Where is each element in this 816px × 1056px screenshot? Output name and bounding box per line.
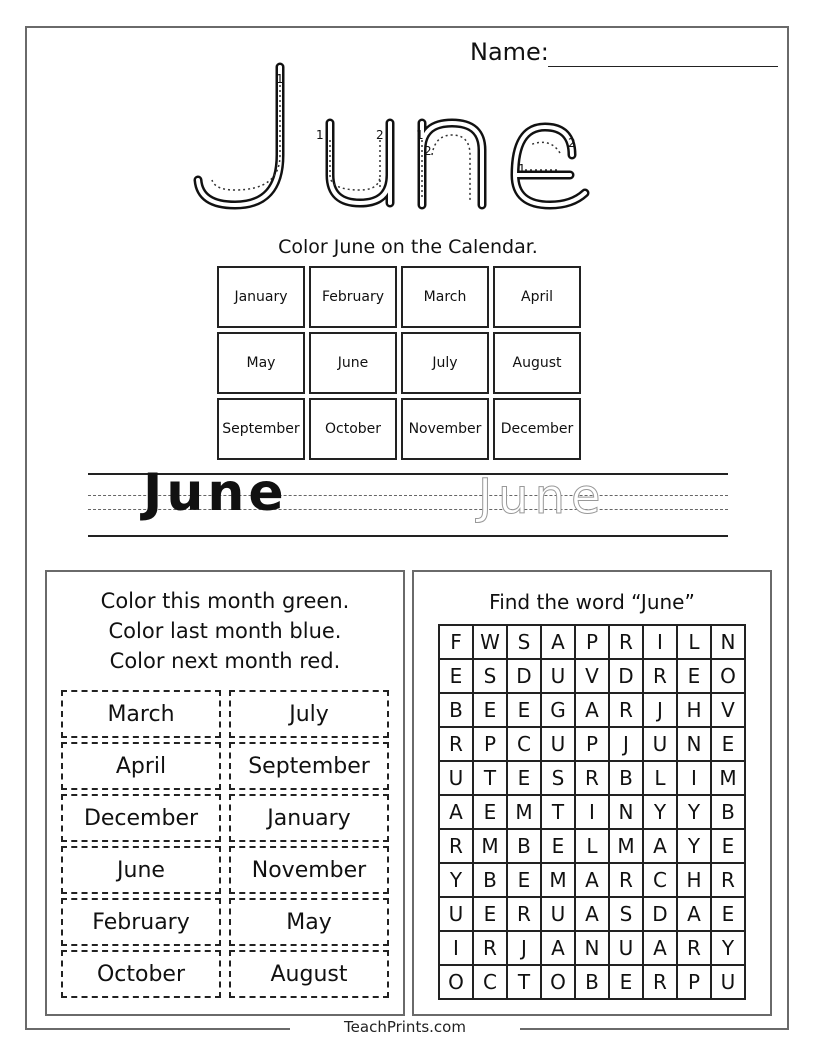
word-search-cell[interactable]: E (508, 762, 542, 796)
word-search-cell[interactable]: F (440, 626, 474, 660)
word-search-cell[interactable]: U (542, 728, 576, 762)
word-search-cell[interactable]: U (440, 762, 474, 796)
word-search-cell[interactable]: E (610, 966, 644, 1000)
word-search-cell[interactable]: E (474, 694, 508, 728)
word-search-cell[interactable]: R (678, 932, 712, 966)
word-search-cell[interactable]: S (610, 898, 644, 932)
word-search-cell[interactable]: R (644, 660, 678, 694)
word-search-cell[interactable]: E (508, 864, 542, 898)
word-search-panel (412, 570, 772, 1016)
word-search-cell[interactable]: B (508, 830, 542, 864)
word-search-cell[interactable]: D (644, 898, 678, 932)
calendar-month-february[interactable]: February (309, 266, 397, 328)
calendar-month-september[interactable]: September (217, 398, 305, 460)
word-search-cell[interactable]: R (440, 830, 474, 864)
word-search-cell[interactable]: E (542, 830, 576, 864)
word-search-cell[interactable]: R (712, 864, 746, 898)
color-month-march[interactable]: March (61, 690, 221, 738)
word-search-cell[interactable]: C (508, 728, 542, 762)
word-search-cell[interactable]: B (576, 966, 610, 1000)
calendar-month-july[interactable]: July (401, 332, 489, 394)
word-search-cell[interactable]: T (542, 796, 576, 830)
color-month-october[interactable]: October (61, 950, 221, 998)
word-search-cell[interactable]: Y (712, 932, 746, 966)
word-search-cell[interactable]: P (474, 728, 508, 762)
word-search-cell[interactable]: N (576, 932, 610, 966)
word-search-cell[interactable]: A (542, 626, 576, 660)
word-search-cell[interactable]: Y (440, 864, 474, 898)
word-search-cell[interactable]: E (474, 796, 508, 830)
word-search-cell[interactable]: A (576, 898, 610, 932)
word-search-cell[interactable]: R (610, 864, 644, 898)
color-month-may[interactable]: May (229, 898, 389, 946)
word-search-cell[interactable]: I (678, 762, 712, 796)
title-bubble-letters (180, 55, 610, 225)
calendar-instruction: Color June on the Calendar. (278, 236, 538, 258)
word-search-cell[interactable]: R (440, 728, 474, 762)
color-instruction-blue: Color last month blue. (108, 619, 342, 643)
color-month-november[interactable]: November (229, 846, 389, 894)
word-search-cell[interactable]: O (440, 966, 474, 1000)
word-search-cell[interactable]: W (474, 626, 508, 660)
word-search-cell[interactable]: M (474, 830, 508, 864)
word-search-cell[interactable]: N (712, 626, 746, 660)
word-search-cell[interactable]: C (474, 966, 508, 1000)
svg-text:1: 1 (518, 162, 526, 176)
word-search-cell[interactable]: R (576, 762, 610, 796)
color-month-august[interactable]: August (229, 950, 389, 998)
word-search-cell[interactable]: S (474, 660, 508, 694)
word-search-cell[interactable]: E (440, 660, 474, 694)
word-search-cell[interactable]: G (542, 694, 576, 728)
word-search-cell[interactable]: L (678, 626, 712, 660)
word-search-cell[interactable]: R (610, 626, 644, 660)
word-search-cell[interactable]: U (440, 898, 474, 932)
color-month-grid (61, 690, 389, 998)
handwriting-practice-lines[interactable] (88, 463, 728, 543)
word-search-cell[interactable]: A (644, 932, 678, 966)
calendar-month-august[interactable]: August (493, 332, 581, 394)
word-search-cell[interactable]: Y (678, 830, 712, 864)
word-search-instruction: Find the word “June” (489, 590, 695, 614)
word-search-cell[interactable]: I (440, 932, 474, 966)
calendar-month-october[interactable]: October (309, 398, 397, 460)
handwriting-base-line (88, 535, 728, 537)
word-search-cell[interactable]: E (474, 898, 508, 932)
word-search-cell[interactable]: A (576, 864, 610, 898)
handwriting-solid-word: June (143, 463, 288, 523)
calendar-month-january[interactable]: January (217, 266, 305, 328)
footer-text: TeachPrints.com (344, 1018, 466, 1036)
calendar-month-march[interactable]: March (401, 266, 489, 328)
word-search-cell[interactable]: B (712, 796, 746, 830)
word-search-cell[interactable]: P (678, 966, 712, 1000)
word-search-cell[interactable]: B (474, 864, 508, 898)
word-search-cell[interactable]: E (508, 694, 542, 728)
word-search-cell[interactable]: M (712, 762, 746, 796)
word-search-cell[interactable]: U (712, 966, 746, 1000)
word-search-cell[interactable]: D (508, 660, 542, 694)
word-search-cell[interactable]: P (576, 728, 610, 762)
word-search-cell[interactable]: U (542, 660, 576, 694)
word-search-cell[interactable]: U (610, 932, 644, 966)
svg-text:2: 2 (424, 144, 432, 158)
word-search-cell[interactable]: S (508, 626, 542, 660)
word-search-cell[interactable]: N (678, 728, 712, 762)
calendar-month-december[interactable]: December (493, 398, 581, 460)
word-search-cell[interactable]: A (678, 898, 712, 932)
color-month-december[interactable]: December (61, 794, 221, 842)
calendar-month-november[interactable]: November (401, 398, 489, 460)
word-search-cell[interactable]: A (440, 796, 474, 830)
word-search-cell[interactable]: V (712, 694, 746, 728)
calendar-month-april[interactable]: April (493, 266, 581, 328)
word-search-cell[interactable]: I (576, 796, 610, 830)
svg-text:2: 2 (568, 136, 576, 150)
word-search-cell[interactable]: A (644, 830, 678, 864)
word-search-cell[interactable]: C (644, 864, 678, 898)
word-search-cell[interactable]: H (678, 694, 712, 728)
name-label: Name: (470, 38, 549, 66)
color-month-june[interactable]: June (61, 846, 221, 894)
color-month-january[interactable]: January (229, 794, 389, 842)
word-search-cell[interactable]: J (644, 694, 678, 728)
word-search-cell[interactable]: J (610, 728, 644, 762)
word-search-cell[interactable]: A (576, 694, 610, 728)
word-search-cell[interactable]: N (610, 796, 644, 830)
word-search-cell[interactable]: M (542, 864, 576, 898)
color-activity-panel (45, 570, 405, 1016)
word-search-cell[interactable]: E (712, 728, 746, 762)
word-search-cell[interactable]: V (576, 660, 610, 694)
word-search-cell[interactable]: M (508, 796, 542, 830)
word-search-cell[interactable]: E (712, 830, 746, 864)
word-search-cell[interactable]: P (576, 626, 610, 660)
word-search-cell[interactable]: T (474, 762, 508, 796)
word-search-cell[interactable]: U (542, 898, 576, 932)
word-search-cell[interactable]: R (644, 966, 678, 1000)
word-search-cell[interactable]: J (508, 932, 542, 966)
word-search-cell[interactable]: R (474, 932, 508, 966)
word-search-cell[interactable]: E (678, 660, 712, 694)
svg-text:2: 2 (376, 128, 384, 142)
word-search-cell[interactable]: O (712, 660, 746, 694)
color-month-february[interactable]: February (61, 898, 221, 946)
word-search-cell[interactable]: Y (644, 796, 678, 830)
calendar-month-june[interactable]: June (309, 332, 397, 394)
word-search-cell[interactable]: L (576, 830, 610, 864)
word-search-cell[interactable]: A (542, 932, 576, 966)
word-search-cell[interactable]: L (644, 762, 678, 796)
word-search-cell[interactable]: B (440, 694, 474, 728)
word-search-cell[interactable]: M (610, 830, 644, 864)
word-search-cell[interactable]: E (712, 898, 746, 932)
word-search-cell[interactable]: Y (678, 796, 712, 830)
word-search-cell[interactable]: S (542, 762, 576, 796)
handwriting-trace-word: June (478, 469, 607, 525)
word-search-cell[interactable]: B (610, 762, 644, 796)
word-search-cell[interactable]: I (644, 626, 678, 660)
color-month-september[interactable]: September (229, 742, 389, 790)
word-search-cell[interactable]: T (508, 966, 542, 1000)
color-instruction-green: Color this month green. (100, 589, 350, 613)
color-month-july[interactable]: July (229, 690, 389, 738)
color-month-april[interactable]: April (61, 742, 221, 790)
color-instruction-red: Color next month red. (109, 649, 341, 673)
word-search-grid (438, 624, 746, 1000)
word-search-cell[interactable]: R (610, 694, 644, 728)
word-search-cell[interactable]: D (610, 660, 644, 694)
word-search-cell[interactable]: U (644, 728, 678, 762)
calendar-month-may[interactable]: May (217, 332, 305, 394)
word-search-cell[interactable]: O (542, 966, 576, 1000)
svg-text:1: 1 (316, 128, 324, 142)
word-search-cell[interactable]: R (508, 898, 542, 932)
word-search-cell[interactable]: H (678, 864, 712, 898)
svg-text:1: 1 (416, 128, 424, 142)
svg-text:1: 1 (276, 72, 284, 86)
calendar-grid (217, 266, 581, 460)
